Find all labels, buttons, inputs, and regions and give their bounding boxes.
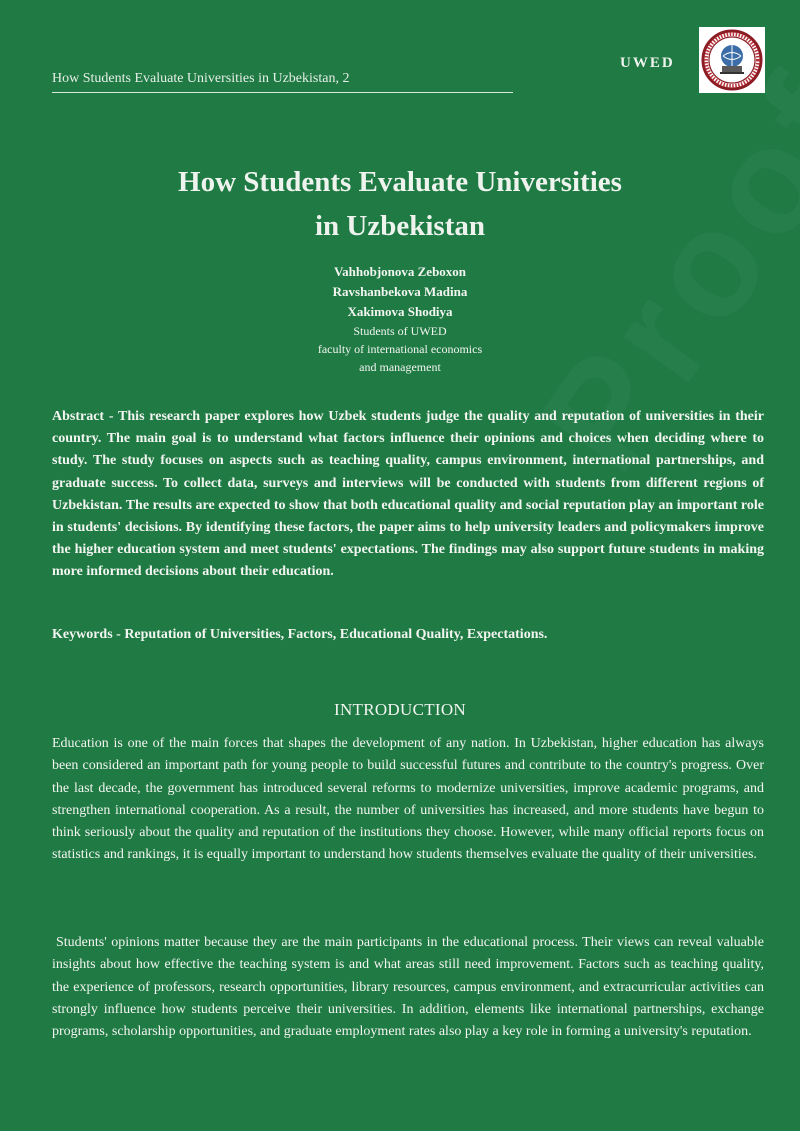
author-name: Ravshanbekova Madina xyxy=(332,284,468,299)
abstract: Abstract - This research paper explores how Uzbek students judge the quality and reputation of universities in their country. The main goal is to understand what factors influence their opinions and choices when deciding where to study. The study focuses on aspects such as teaching quality, campus environment, international partnerships, and graduate success. To collect data, surveys and interviews will be conducted with students from different regions of Uzbekistan. The results are expected to show that both educational quality and social reputation play an important role in students' decisions. By identifying these factors, the paper aims to help university leaders and policymakers improve the higher education system and meet students' expectations. The findings may also support future students in making more informed decisions about their education. xyxy=(52,409,764,580)
author-name: Xakimova Shodiya xyxy=(347,304,453,319)
body-paragraph: Students' opinions matter because they are the main participants in the educational process. Their views can reveal valuable insights about how effective the teaching system is and what areas still need improvement. Factors such as teaching quality, the experience of professors, research opportunities, library resources, campus environment, and extracurricular activities can strongly influence how students perceive their universities. In addition, elements like international partnerships, exchange programs, scholarship opportunities, and graduate employment rates also play a key role in forming a university's reputation. xyxy=(52,935,764,1040)
title-line-1: How Students Evaluate Universities xyxy=(178,166,622,198)
header-divider xyxy=(52,92,513,93)
paper-title xyxy=(0,160,800,248)
affiliation-line: faculty of international economics xyxy=(317,342,483,356)
university-seal-icon xyxy=(701,29,763,91)
section-heading-introduction: INTRODUCTION xyxy=(333,700,467,719)
affiliation-line: and management xyxy=(359,360,441,374)
body-paragraph: Education is one of the main forces that shapes the development of any nation. In Uzbekistan, higher education has always been considered an important path for young people to build successful futures and contribute to the country's progress. Over the last decade, the government has introduced several reforms to modernize universities, improve academic programs, and strengthen international cooperation. As a result, the number of universities has increased, and more students have begun to think seriously about the quality and reputation of the institutions they choose. However, while many official reports focus on statistics and rankings, it is equally important to understand how students themselves evaluate the quality of their universities. xyxy=(52,736,764,863)
uwed-logo xyxy=(699,27,765,93)
running-header: How Students Evaluate Universities in Uzbekistan, 2 xyxy=(52,71,350,86)
keywords: Keywords - Reputation of Universities, Factors, Educational Quality, Expectations. xyxy=(52,627,548,642)
affiliation-line: Students of UWED xyxy=(353,324,447,338)
title-line-2: in Uzbekistan xyxy=(314,210,485,242)
author-block xyxy=(0,262,800,376)
institution-label: UWED xyxy=(620,55,675,71)
author-name: Vahhobjonova Zeboxon xyxy=(333,264,467,279)
